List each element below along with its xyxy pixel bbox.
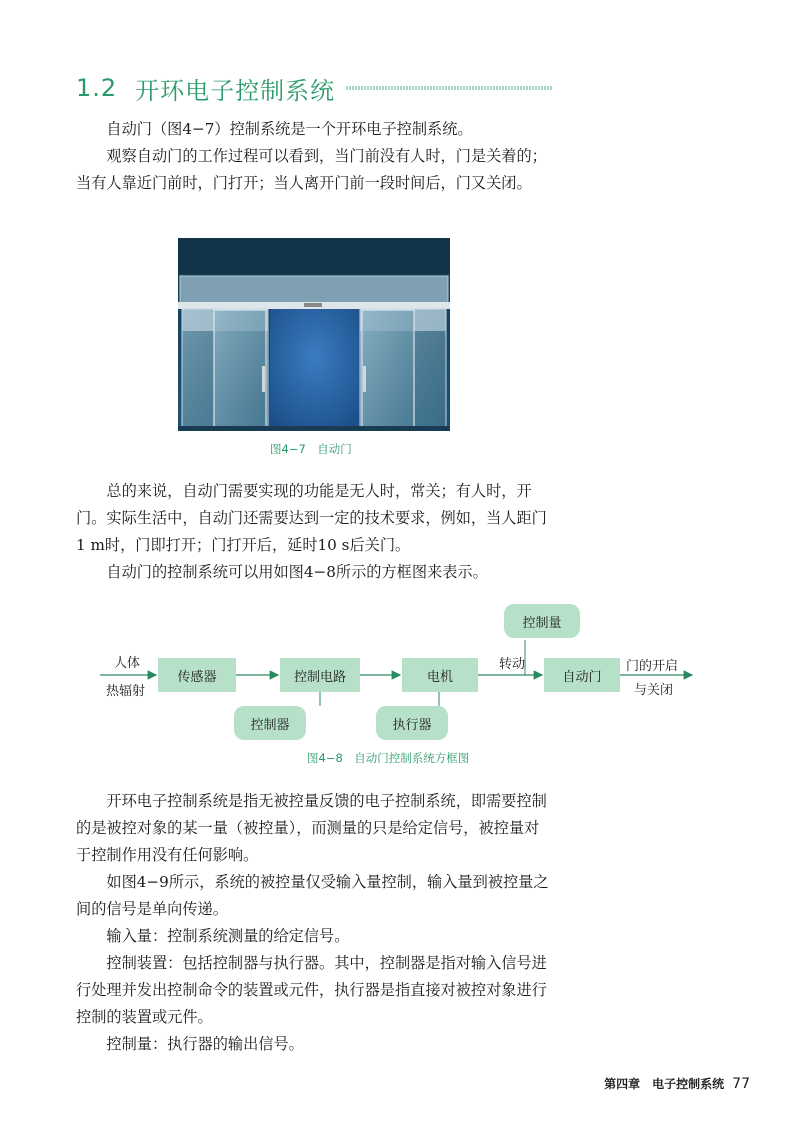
title-decorative-rule <box>346 86 552 90</box>
footer-chapter: 第四章 电子控制系统 <box>604 1077 725 1091</box>
paragraph-observe: 观察自动门的工作过程可以看到，当门前没有人时，门是关着的；当有人靠近门前时，门打开；当人离开门前一段时间后，门又关闭。 <box>76 147 547 192</box>
section-title: 开环电子控制系统 <box>135 76 336 105</box>
figure-4-8-caption: 图4−8 自动门控制系统方框图 <box>307 751 470 765</box>
block-motor: 电机 <box>402 658 478 692</box>
page-footer <box>604 1075 750 1092</box>
tag-controlled-quantity: 控制量 <box>504 604 580 638</box>
automatic-door-illustration <box>178 238 450 431</box>
section-number: 1.2 <box>76 74 118 102</box>
tag-controller: 控制器 <box>234 706 306 740</box>
input-label-line1: 人体 <box>114 656 141 671</box>
output-label-line1: 门的开启 <box>626 659 679 674</box>
block-sensor: 传感器 <box>158 658 236 692</box>
paragraph-figure-4-9: 如图4−9所示，系统的被控量仅受输入量控制，输入量到被控量之间的信号是单向传递。 <box>76 873 549 918</box>
paragraph-intro: 自动门（图4−7）控制系统是一个开环电子控制系统。 <box>106 120 473 138</box>
input-label-line2: 热辐射 <box>106 684 146 699</box>
paragraph-control-device: 控制装置：包括控制器与执行器。其中，控制器是指对输入信号进行处理并发出控制命令的装置或元件，执行器是指直接对被控对象进行控制的装置或元件。 <box>76 954 547 1026</box>
paragraph-input-quantity: 输入量：控制系统测量的给定信号。 <box>106 927 350 945</box>
paragraph-summary: 总的来说，自动门需要实现的功能是无人时，常关；有人时，开门。实际生活中，自动门还需要达到一定的技术要求，例如，当人距门1 m时，门即打开；门打开后，延时10 s后关门。 <box>76 482 547 554</box>
paragraph-diagram-intro: 自动门的控制系统可以用如图4−8所示的方框图来表示。 <box>106 563 488 581</box>
paragraph-definition: 开环电子控制系统是指无被控量反馈的电子控制系统，即需要控制的是被控对象的某一量（被控量），而测量的只是给定信号，被控量对于控制作用没有任何影响。 <box>76 792 547 864</box>
tag-actuator: 执行器 <box>376 706 448 740</box>
block-control-circuit: 控制电路 <box>280 658 360 692</box>
arrow-label-rotation: 转动 <box>499 657 526 672</box>
page-number: 77 <box>732 1076 750 1092</box>
block-automatic-door: 自动门 <box>544 658 620 692</box>
control-block-diagram <box>98 600 708 750</box>
figure-4-7-caption: 图4−7 自动门 <box>270 442 352 456</box>
paragraph-control-quantity: 控制量：执行器的输出信号。 <box>106 1035 304 1053</box>
section-heading <box>76 70 335 106</box>
output-label-line2: 与关闭 <box>634 683 674 698</box>
